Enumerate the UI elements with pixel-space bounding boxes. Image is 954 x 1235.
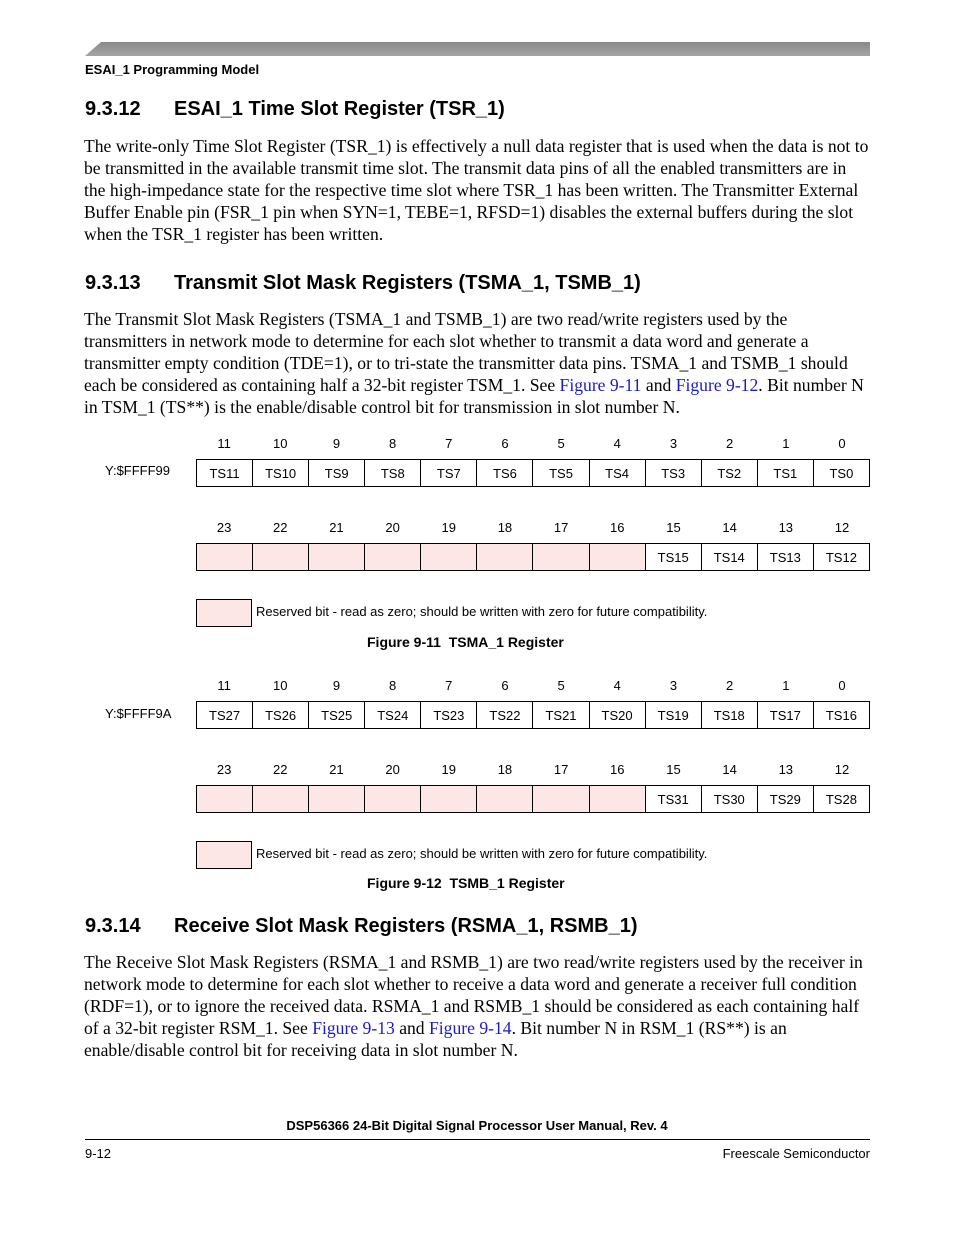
register-bit: TS6 xyxy=(476,460,532,486)
bit-number: 7 xyxy=(445,678,453,693)
bit-number: 4 xyxy=(613,436,621,451)
section-heading-9-3-12 xyxy=(85,98,505,121)
register-bit: TS23 xyxy=(420,702,476,728)
reserved-bit xyxy=(476,544,532,570)
register-bit: TS3 xyxy=(645,460,701,486)
bit-number: 4 xyxy=(613,678,621,693)
bit-numbers-row xyxy=(196,520,870,535)
reserved-legend-text: Reserved bit - read as zero; should be written with zero for future compatibility. xyxy=(256,604,708,619)
section-number: 9.3.12 xyxy=(85,98,141,120)
body-text: The Receive Slot Mask Registers (RSMA_1 and RSMB_1) are two read/write registers used by the receiver in network mode to determine for each slot whether to receive a data word and generate a receiver full condition (RDF=1), or to ignore the received data. RSMA_1 and RSMB_1 should be considered as each containing half of a 32-bit register RSM_1. See xyxy=(84,952,863,1038)
register-row xyxy=(196,543,870,571)
bit-number: 15 xyxy=(666,762,681,777)
bit-number: 9 xyxy=(332,678,341,693)
bit-number: 5 xyxy=(557,678,565,693)
bit-number: 19 xyxy=(441,520,456,535)
bit-numbers-row xyxy=(196,436,870,451)
bit-numbers-row xyxy=(196,762,870,777)
bit-number: 11 xyxy=(217,436,231,451)
figure-link[interactable]: Figure 9-11 xyxy=(559,375,642,395)
register-bit: TS5 xyxy=(532,460,588,486)
header-bar xyxy=(85,42,870,56)
section-heading-9-3-13 xyxy=(85,272,641,295)
register-bit: TS21 xyxy=(532,702,588,728)
reserved-bit xyxy=(532,786,588,812)
footer-divider xyxy=(85,1139,870,1140)
bit-number: 16 xyxy=(610,762,625,777)
bit-number: 10 xyxy=(273,436,288,451)
body-text: . Bit number N in TSM_1 (TS**) is the enable/disable control bit for transmission in slot number N. xyxy=(84,375,864,417)
register-bit: TS7 xyxy=(420,460,476,486)
bit-number: 9 xyxy=(332,436,341,451)
section-number: 9.3.14 xyxy=(85,915,141,937)
bit-number: 13 xyxy=(778,520,794,535)
bit-number: 18 xyxy=(497,520,513,535)
bit-number: 3 xyxy=(669,436,678,451)
bit-number: 12 xyxy=(834,520,850,535)
body-text: and xyxy=(641,375,676,395)
bit-number: 8 xyxy=(388,436,397,451)
reserved-legend-text: Reserved bit - read as zero; should be written with zero for future compatibility. xyxy=(256,846,708,861)
reserved-bit xyxy=(420,786,476,812)
body-text: The Transmit Slot Mask Registers (TSMA_1 and TSMB_1) are two read/write registers used by the transmitters in network mode to determine for each slot whether to transmit a data word and generate a transmitter empty condition (TDE=1), or to tri-state the transmitter data pins. TSMA_1 and TSMB_1 should each be considered as containing half a 32-bit register TSM_1. See xyxy=(84,309,848,395)
bit-number: 21 xyxy=(329,762,344,777)
register-bit: TS27 xyxy=(209,707,241,723)
register-bit: TS8 xyxy=(364,460,420,486)
register-bit: TS18 xyxy=(701,702,757,728)
register-bit: TS14 xyxy=(701,544,757,570)
bit-number: 0 xyxy=(838,436,846,451)
register-bit: TS1 xyxy=(757,460,813,486)
reserved-bit xyxy=(252,786,308,812)
register-bit: TS31 xyxy=(645,786,701,812)
bit-number: 22 xyxy=(273,520,288,535)
figure-link[interactable]: Figure 9-14 xyxy=(429,1018,512,1038)
section-title: ESAI_1 Time Slot Register (TSR_1) xyxy=(174,98,505,120)
footer-document-title: DSP56366 24-Bit Digital Signal Processor User Manual, Rev. 4 xyxy=(286,1118,668,1133)
register-bit: TS2 xyxy=(701,460,757,486)
bit-number: 1 xyxy=(782,436,790,451)
bit-number: 0 xyxy=(838,678,846,693)
register-row xyxy=(196,785,870,813)
register-row xyxy=(196,459,870,487)
reserved-bit xyxy=(589,786,645,812)
section-body xyxy=(84,951,870,1061)
reserved-bit xyxy=(197,544,252,570)
register-address: Y:$FFFF9A xyxy=(105,706,172,721)
register-bit: TS0 xyxy=(813,460,869,486)
register-bit: TS25 xyxy=(308,702,364,728)
bit-number: 20 xyxy=(385,520,400,535)
company-name: Freescale Semiconductor xyxy=(722,1146,870,1161)
bit-number: 6 xyxy=(501,678,509,693)
bit-number: 20 xyxy=(385,762,400,777)
register-bit: TS24 xyxy=(364,702,420,728)
bit-number: 6 xyxy=(501,436,509,451)
section-number: 9.3.13 xyxy=(85,272,141,294)
register-bit: TS26 xyxy=(252,702,308,728)
register-bit: TS4 xyxy=(589,460,645,486)
bit-number: 10 xyxy=(273,678,288,693)
bit-number: 19 xyxy=(441,762,456,777)
register-bit: TS30 xyxy=(701,786,757,812)
register-bit: TS17 xyxy=(757,702,813,728)
section-body: The write-only Time Slot Register (TSR_1) is effectively a null data register that is used when the data is not to be transmitted in the available transmit time slot. The transmit data pins of all the enabled transmitters are in the high-impedance state for the respective time slot where TSR_1 has been written. The Transmitter External Buffer Enable pin (FSR_1 pin when SYN=1, TEBE=1, RFSD=1) disables the external buffers during the slot when the TSR_1 register has been written. xyxy=(84,136,869,244)
bit-number: 12 xyxy=(834,762,850,777)
figure-caption: Figure 9-12 TSMB_1 Register xyxy=(367,875,565,891)
register-bit: TS15 xyxy=(645,544,701,570)
register-bit: TS9 xyxy=(308,460,364,486)
bit-number: 16 xyxy=(610,520,625,535)
section-heading-9-3-14 xyxy=(85,915,638,938)
reserved-bit xyxy=(476,786,532,812)
register-bit: TS20 xyxy=(589,702,645,728)
bit-number: 14 xyxy=(722,762,737,777)
running-head: ESAI_1 Programming Model xyxy=(85,62,260,77)
page-number: 9-12 xyxy=(85,1146,112,1161)
register-bit: TS19 xyxy=(645,702,701,728)
section-title: Transmit Slot Mask Registers (TSMA_1, TSMB_1) xyxy=(174,272,641,294)
reserved-bit xyxy=(308,544,364,570)
bit-number: 5 xyxy=(557,436,565,451)
register-bit: TS11 xyxy=(209,465,240,481)
bit-numbers-row xyxy=(196,678,870,693)
bit-number: 17 xyxy=(553,520,569,535)
body-text: and xyxy=(394,1018,429,1038)
register-bit: TS22 xyxy=(476,702,532,728)
bit-number: 14 xyxy=(722,520,737,535)
bit-number: 7 xyxy=(445,436,453,451)
register-row xyxy=(196,701,870,729)
register-bit: TS10 xyxy=(252,460,308,486)
reserved-legend-swatch xyxy=(196,599,252,627)
register-bit: TS28 xyxy=(813,786,869,812)
reserved-bit xyxy=(252,544,308,570)
reserved-bit xyxy=(308,786,364,812)
bit-number: 23 xyxy=(216,520,232,535)
bit-number: 17 xyxy=(553,762,569,777)
register-bit: TS16 xyxy=(813,702,869,728)
figure-link[interactable]: Figure 9-13 xyxy=(312,1018,395,1038)
bit-number: 18 xyxy=(497,762,513,777)
bit-number: 1 xyxy=(782,678,790,693)
bit-number: 3 xyxy=(669,678,678,693)
section-body xyxy=(84,308,870,418)
bit-number: 21 xyxy=(329,520,344,535)
bit-number: 22 xyxy=(273,762,288,777)
reserved-bit xyxy=(420,544,476,570)
section-title: Receive Slot Mask Registers (RSMA_1, RSMB_1) xyxy=(174,915,638,937)
body-text: . Bit number N in RSM_1 (RS**) is an enable/disable control bit for receiving data in slot number N. xyxy=(84,1018,787,1060)
figure-link[interactable]: Figure 9-12 xyxy=(675,375,759,395)
register-bit: TS12 xyxy=(813,544,869,570)
reserved-bit xyxy=(364,786,420,812)
bit-number: 11 xyxy=(217,678,231,693)
reserved-bit xyxy=(197,786,252,812)
bit-number: 8 xyxy=(388,678,397,693)
reserved-bit xyxy=(364,544,420,570)
reserved-bit xyxy=(532,544,588,570)
bit-number: 2 xyxy=(726,678,734,693)
register-bit: TS13 xyxy=(757,544,813,570)
bit-number: 15 xyxy=(666,520,681,535)
bit-number: 13 xyxy=(778,762,794,777)
reserved-bit xyxy=(589,544,645,570)
reserved-legend-swatch xyxy=(196,841,252,869)
register-address: Y:$FFFF99 xyxy=(105,463,171,478)
bit-number: 23 xyxy=(216,762,232,777)
register-bit: TS29 xyxy=(757,786,813,812)
bit-number: 2 xyxy=(726,436,734,451)
figure-caption: Figure 9-11 TSMA_1 Register xyxy=(367,634,564,650)
